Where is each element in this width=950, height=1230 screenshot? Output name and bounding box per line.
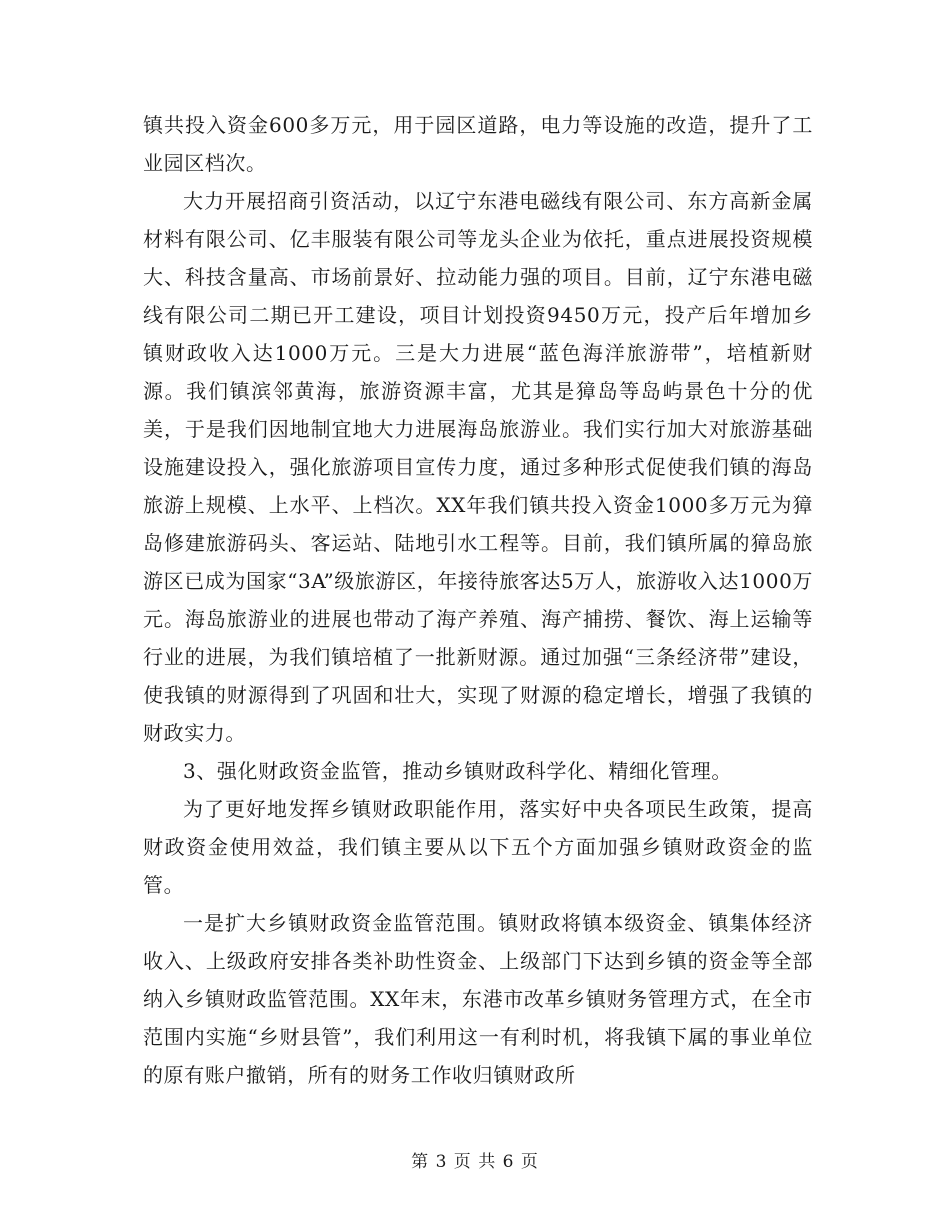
document-body bbox=[143, 106, 813, 1094]
paragraph-investment: 大力开展招商引资活动，以辽宁东港电磁线有限公司、东方高新金属材料有限公司、亿丰服装有限公司等龙头企业为依托，重点进展投资规模大、科技含量高、市场前景好、拉动能力强的项目。目前，辽宁东港电磁线有限公司二期已开工建设，项目计划投资9450万元，投产后年增加乡镇财政收入达1000万元。三是大力进展“蓝色海洋旅游带”，培植新财源。我们镇滨邻黄海，旅游资源丰富，尤其是獐岛等岛屿景色十分的优美，于是我们因地制宜地大力进展海岛旅游业。我们实行加大对旅游基础设施建设投入，强化旅游项目宣传力度，通过多种形式促使我们镇的海岛旅游上规模、上水平、上档次。XX年我们镇共投入资金1000多万元为獐岛修建旅游码头、客运站、陆地引水工程等。目前，我们镇所属的獐岛旅游区已成为国家“3A”级旅游区，年接待旅客达5万人，旅游收入达1000万元。海岛旅游业的进展也带动了海产养殖、海产捕捞、餐饮、海上运输等行业的进展，为我们镇培植了一批新财源。通过加强“三条经济带”建设，使我镇的财源得到了巩固和壮大，实现了财源的稳定增长，增强了我镇的财政实力。 bbox=[143, 189, 813, 745]
paragraph-continued: 镇共投入资金600多万元，用于园区道路，电力等设施的改造，提升了工业园区档次。 bbox=[143, 113, 813, 175]
paragraph-heading-3: 3、强化财政资金监管，推动乡镇财政科学化、精细化管理。 bbox=[183, 759, 732, 783]
paragraph-supervision-intro: 为了更好地发挥乡镇财政职能作用，落实好中央各项民生政策，提高财政资金使用效益，我们镇主要从以下五个方面加强乡镇财政资金的监管。 bbox=[143, 797, 813, 897]
page-number-footer: 第 3 页 共 6 页 bbox=[411, 1152, 539, 1172]
paragraph-scope: 一是扩大乡镇财政资金监管范围。镇财政将镇本级资金、镇集体经济收入、上级政府安排各类补助性资金、上级部门下达到乡镇的资金等全部纳入乡镇财政监管范围。XX年末，东港市改革乡镇财务管理方式，在全市范围内实施“乡财县管”，我们利用这一有利时机，将我镇下属的事业单位的原有账户撤销，所有的财务工作收归镇财政所 bbox=[143, 911, 813, 1087]
